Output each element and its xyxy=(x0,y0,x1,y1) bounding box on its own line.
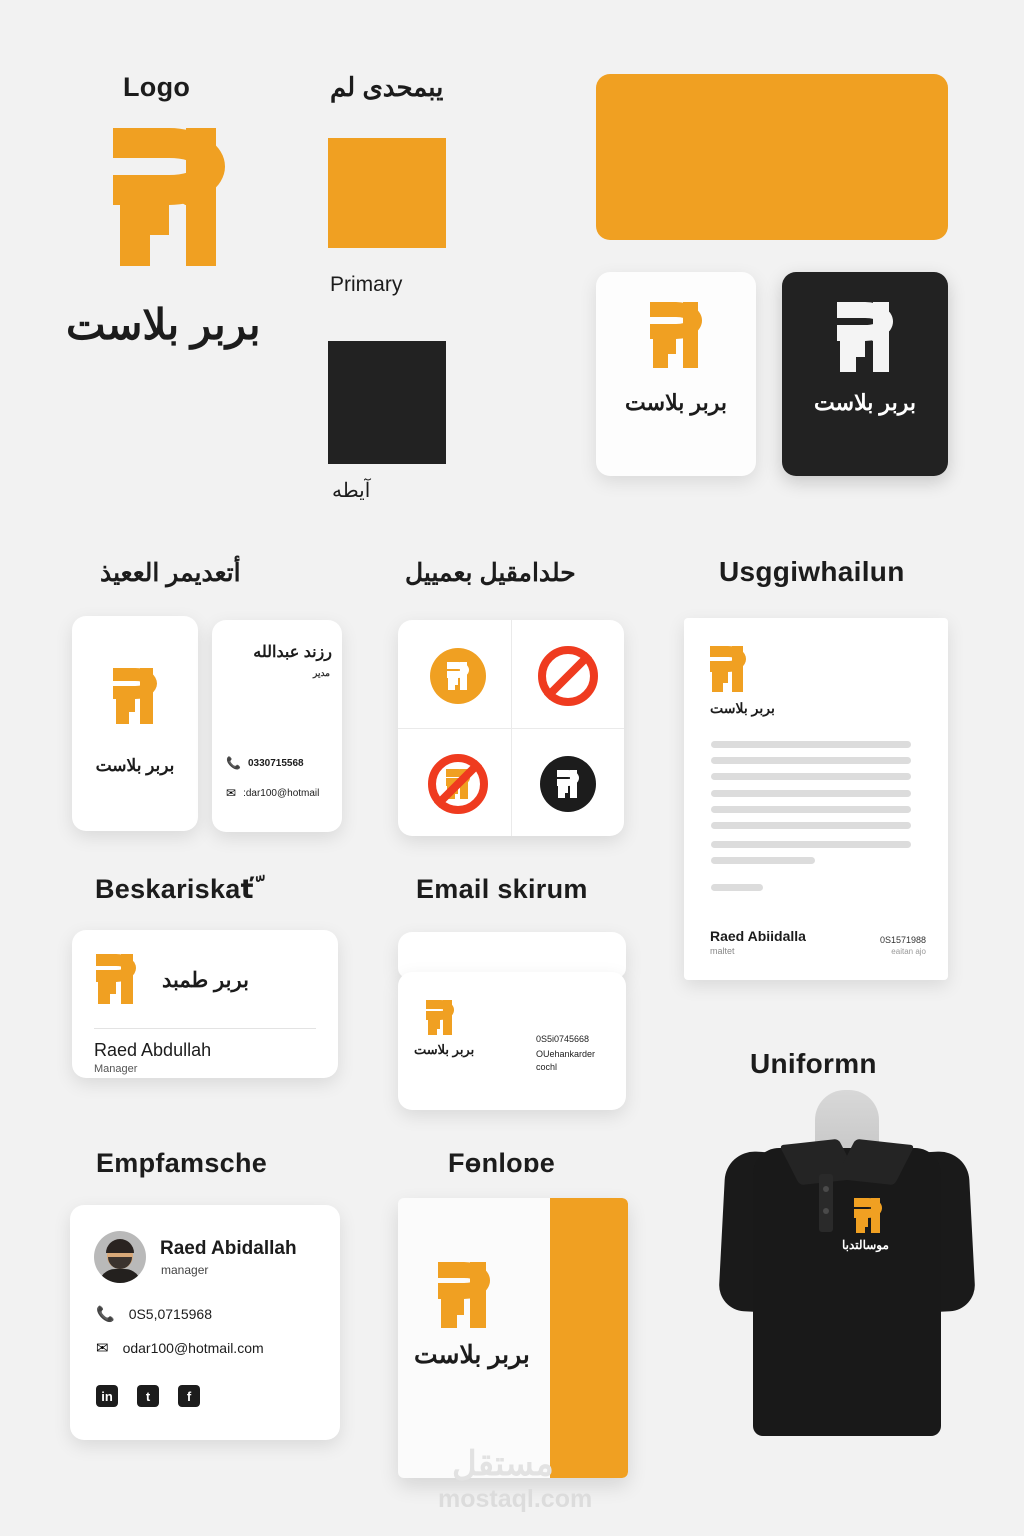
watermark-arabic: مستقل xyxy=(452,1445,554,1483)
business-card-email: :dar100@hotmail xyxy=(243,787,320,799)
logo-swoosh xyxy=(178,189,216,208)
uniform-section-title: Uniformn xyxy=(750,1048,877,1079)
logo-foot xyxy=(120,205,150,266)
phone-icon: 📞 xyxy=(96,1306,115,1323)
letterhead-footer-phone: 0S1571988 xyxy=(879,935,926,945)
name-card-wordmark: بربر طمبد xyxy=(162,969,249,992)
name-card-mockup xyxy=(72,930,338,1078)
namecard-section-title: Beskariskaťّ xyxy=(95,874,254,904)
logo-section-title: Logo xyxy=(123,72,191,102)
signature-person-name: Raed Abidallah xyxy=(160,1238,297,1259)
polo-button xyxy=(823,1186,829,1192)
envelope-mockup xyxy=(398,972,626,1110)
name-card-person-role: Manager xyxy=(94,1063,138,1075)
primary-wordmark: بربر بلاست xyxy=(66,301,261,348)
usage-section-title: حلدامقيل بعمييل xyxy=(405,559,576,587)
logo-card-wordmark: بربر بلاست xyxy=(625,390,727,415)
polo-body xyxy=(753,1148,941,1436)
folder-accent-stripe xyxy=(550,1198,628,1478)
envelope-line-3: cochl xyxy=(536,1062,558,1072)
envelope-contact-block xyxy=(536,1034,595,1072)
envelope-line-2: OUehankarder xyxy=(536,1049,596,1059)
watermark-latin: mostaql.com xyxy=(438,1485,593,1513)
brand-color-banner xyxy=(596,74,948,240)
signature-person-role: manager xyxy=(161,1263,209,1277)
twitter-icon[interactable]: t xyxy=(137,1385,159,1407)
uniform-chest-wordmark: موسالتدبا xyxy=(842,1238,889,1252)
letterhead-section-title: Usggiwhailun xyxy=(719,556,905,587)
letterhead-footer xyxy=(710,928,926,956)
folder-wordmark: بربر بلاست xyxy=(414,1341,530,1369)
linkedin-icon[interactable]: in xyxy=(96,1385,118,1407)
primary-logo-mark xyxy=(113,128,225,266)
email-signature-card xyxy=(70,1205,340,1440)
usage-cell-allowed-black xyxy=(540,756,596,812)
letterhead-footer-role: maltet xyxy=(710,946,735,956)
signature-phone: 0S5,0715968 xyxy=(128,1306,212,1322)
usage-cell-forbidden-orange xyxy=(428,754,488,814)
letterhead-mockup xyxy=(684,618,948,980)
signature-section-title: Empfamsche xyxy=(96,1148,268,1178)
logo-foot xyxy=(840,341,856,372)
polo-placket xyxy=(819,1174,833,1232)
secondary-color-label: آيطه xyxy=(332,480,371,502)
uniform-mockup xyxy=(722,1090,972,1450)
business-card-front-wordmark: بربر بلاست xyxy=(95,756,175,775)
logo-on-dark-card xyxy=(782,272,948,476)
business-card-front xyxy=(72,616,198,831)
logo-foot xyxy=(116,699,129,724)
business-card-back xyxy=(212,620,342,832)
letterhead-body-lines xyxy=(711,741,911,900)
primary-color-swatch xyxy=(328,138,446,248)
logo-on-light-card xyxy=(596,272,756,476)
email-section-title: Email skirum xyxy=(416,874,588,904)
primary-color-label: Primary xyxy=(330,273,403,296)
secondary-color-swatch xyxy=(328,341,446,464)
signature-email: odar100@hotmail.com xyxy=(122,1340,264,1356)
business-card-role: مدير xyxy=(312,668,330,678)
usage-cell-allowed-orange xyxy=(430,648,486,704)
business-card-phone: 0330715568 xyxy=(247,757,304,769)
business-card-name: رزند عبدالله xyxy=(253,644,332,661)
folder-section-title: Fɵnloɒe xyxy=(448,1148,556,1178)
social-links xyxy=(96,1385,200,1407)
logo-usage-grid xyxy=(398,620,624,836)
facebook-icon[interactable]: f xyxy=(178,1385,200,1407)
colors-section-title: يبمحدى لم xyxy=(330,72,444,102)
polo-button xyxy=(823,1208,829,1214)
avatar xyxy=(94,1231,146,1283)
letterhead-footer-name: Raed Abiidalla xyxy=(710,928,806,944)
stationery-section-title: أتعديمر الععيذ xyxy=(100,559,241,587)
logo-card-wordmark-dark: بربر بلاست xyxy=(814,390,916,415)
folder-mockup xyxy=(398,1198,628,1478)
phone-icon: 📞 xyxy=(226,756,241,770)
envelope-icon: ✉ xyxy=(226,786,237,800)
logo-foot xyxy=(653,339,668,368)
letterhead-wordmark: بربر بلاست xyxy=(710,700,775,716)
usage-cell-forbidden-empty xyxy=(538,646,598,706)
envelope-wordmark: بربر بلاست xyxy=(414,1042,475,1057)
name-card-person-name: Raed Abdullah xyxy=(94,1040,212,1060)
envelope-line-1: 0S5i0745668 xyxy=(536,1034,590,1044)
letterhead-footer-extra: eaitan ajo xyxy=(891,947,926,956)
logo-swoosh xyxy=(870,333,889,343)
envelope-icon: ✉ xyxy=(96,1340,109,1357)
